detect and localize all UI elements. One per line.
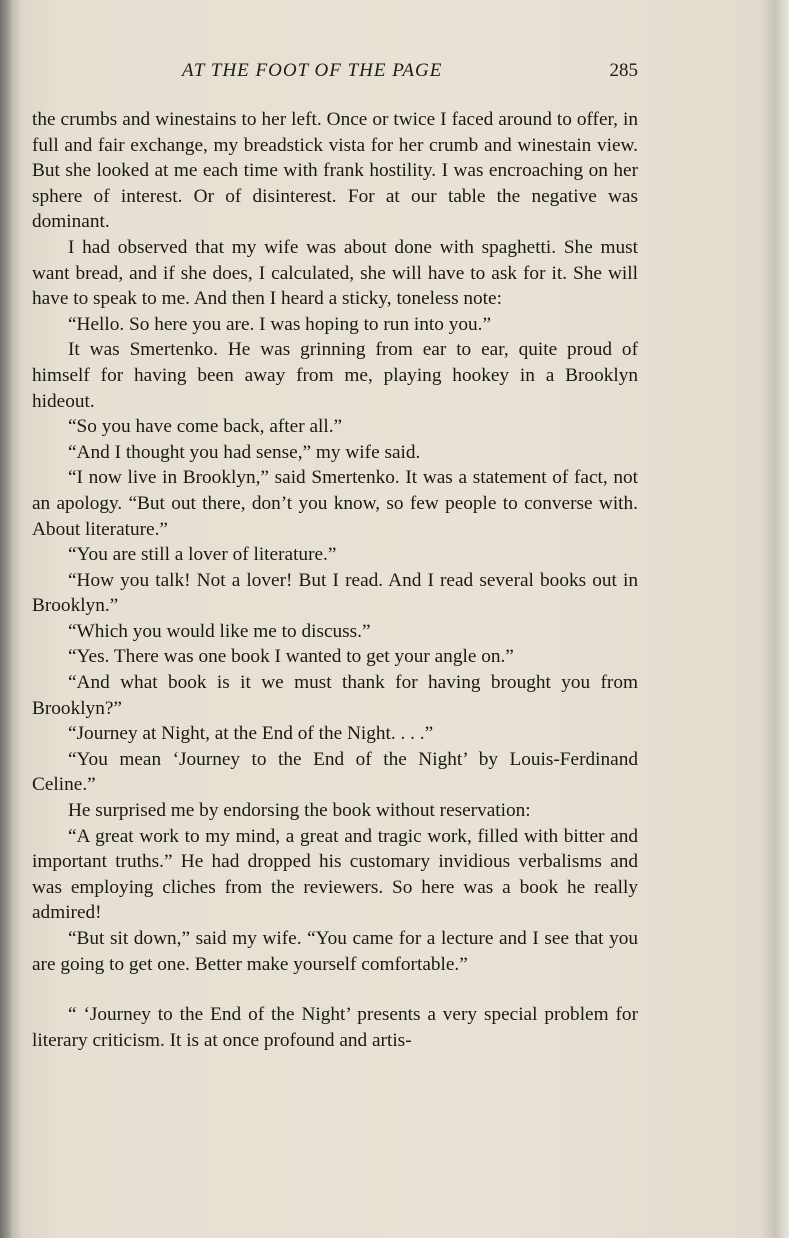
book-spine-shadow (0, 0, 12, 1238)
paragraph: “How you talk! Not a lover! But I read. And I read several books out in Brooklyn.” (32, 569, 638, 617)
paragraph: the crumbs and winestains to her left. Once or twice I faced around to offer, in full and fair exchange, my breadstick vista for her crumb and winestain view. But she looked at me each time with frank hostility. I was encroaching on her sphere of interest. Or of disinterest. For at our table the negative was dominant. (32, 109, 638, 233)
paragraph: He surprised me by endorsing the book without reservation: (68, 800, 531, 822)
paragraph: I had observed that my wife was about done with spaghetti. She must want bread, and if she does, I calculated, she will have to ask for it. She will have to speak to me. And then I heard a sticky, toneless note: (32, 236, 638, 310)
paragraph: “Which you would like me to discuss.” (68, 620, 371, 642)
paragraph: “ ‘Journey to the End of the Night’ presents a very special problem for literary criticism. It is at once profound and artis- (32, 1004, 638, 1051)
paragraph: “Journey at Night, at the End of the Night. . . .” (68, 723, 434, 745)
paragraph: “A great work to my mind, a great and tragic work, filled with bitter and important truths.” He had dropped his customary invidious verbalisms and was employing cliches from the reviewers. So here was a book he really admired! (32, 825, 638, 924)
body-text (32, 107, 638, 1053)
paragraph: “You mean ‘Journey to the End of the Night’ by Louis-Ferdinand Celine.” (32, 748, 638, 796)
paragraph: “So you have come back, after all.” (68, 416, 343, 438)
paragraph: It was Smertenko. He was grinning from ear to ear, quite proud of himself for having been away from me, playing hookey in a Brooklyn hideout. (32, 339, 638, 412)
paragraph: “You are still a lover of literature.” (68, 544, 337, 566)
paragraph: “But sit down,” said my wife. “You came for a lecture and I see that you are going to get one. Better make yourself comfortable.” (32, 928, 638, 975)
page-number: 285 (609, 60, 638, 81)
page-header (32, 60, 638, 90)
paragraph: “And I thought you had sense,” my wife said. (68, 441, 421, 463)
paragraph: “I now live in Brooklyn,” said Smertenko. It was a statement of fact, not an apology. “But out there, don’t you know, so few people to converse with. About literature.” (32, 467, 638, 540)
paragraph: “And what book is it we must thank for having brought you from Brooklyn?” (32, 672, 638, 719)
paragraph: “Hello. So here you are. I was hoping to run into you.” (68, 313, 492, 335)
running-head: AT THE FOOT OF THE PAGE (182, 60, 443, 81)
paragraph: “Yes. There was one book I wanted to get your angle on.” (68, 646, 514, 668)
